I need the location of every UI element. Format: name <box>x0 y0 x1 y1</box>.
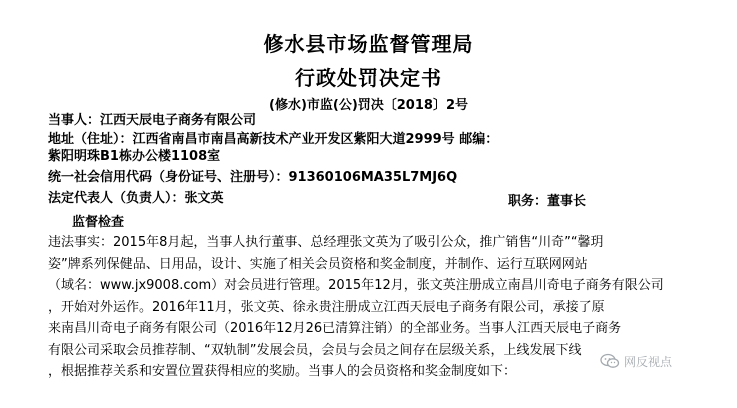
section-heading: 监督检查 <box>72 215 125 230</box>
party-name: 当事人：江西天辰电子商务有限公司 <box>48 113 257 128</box>
body-line: 姿”牌系列保健品、日用品，设计、实施了相关会员资格和奖金制度，并制作、运行互联网网站 <box>48 256 588 272</box>
wechat-icon <box>600 353 620 369</box>
legal-representative: 法定代表人（负责人）：张文英 <box>48 191 224 206</box>
body-line: （域名：www.jx9008.com）对会员进行管理。2015年12月，张文英注册成立南昌川奇电子商务有限公司 <box>48 278 664 293</box>
body-line: 违法事实：2015年8月起，当事人执行董事、总经理张文英为了吸引公众，推广销售“川奇”“馨玥 <box>48 235 604 250</box>
violation-facts <box>48 232 696 383</box>
body-line: ，根据推荐关系和安置位置获得相应的奖励。当事人的会员资格和奖金制度如下： <box>48 364 517 379</box>
credit-code: 统一社会信用代码（身份证号、注册号）：91360106MA35L7MJ6Q <box>48 170 458 185</box>
watermark-text: 网反视点 <box>624 354 673 369</box>
party-address: 地址（住址）：江西省南昌市南昌高新技术产业开发区紫阳大道2999号 邮编： <box>48 132 499 147</box>
watermark <box>600 350 710 372</box>
body-line: 来南昌川奇电子商务有限公司（2016年12月26已清算注销）的全部业务。当事人江西天辰电子商务 <box>48 321 622 336</box>
body-line: ，开始对外运作。2016年11月，张文英、徐永贵注册成立江西天辰电子商务有限公司，承接了原 <box>48 299 605 315</box>
party-address-continued: 紫阳明珠B1栋办公楼1108室 <box>48 149 221 164</box>
body-line: 有限公司采取会员推荐制、“双轨制”发展会员，会员与会员之间存在层级关系，上线发展下线 <box>48 342 582 358</box>
document-type-title: 行政处罚决定书 <box>295 66 442 90</box>
document-number: (修水)市监(公)罚决〔2018〕2号 <box>269 98 468 113</box>
position: 职务：董事长 <box>508 194 587 209</box>
agency-title: 修水县市场监督管理局 <box>263 32 474 56</box>
